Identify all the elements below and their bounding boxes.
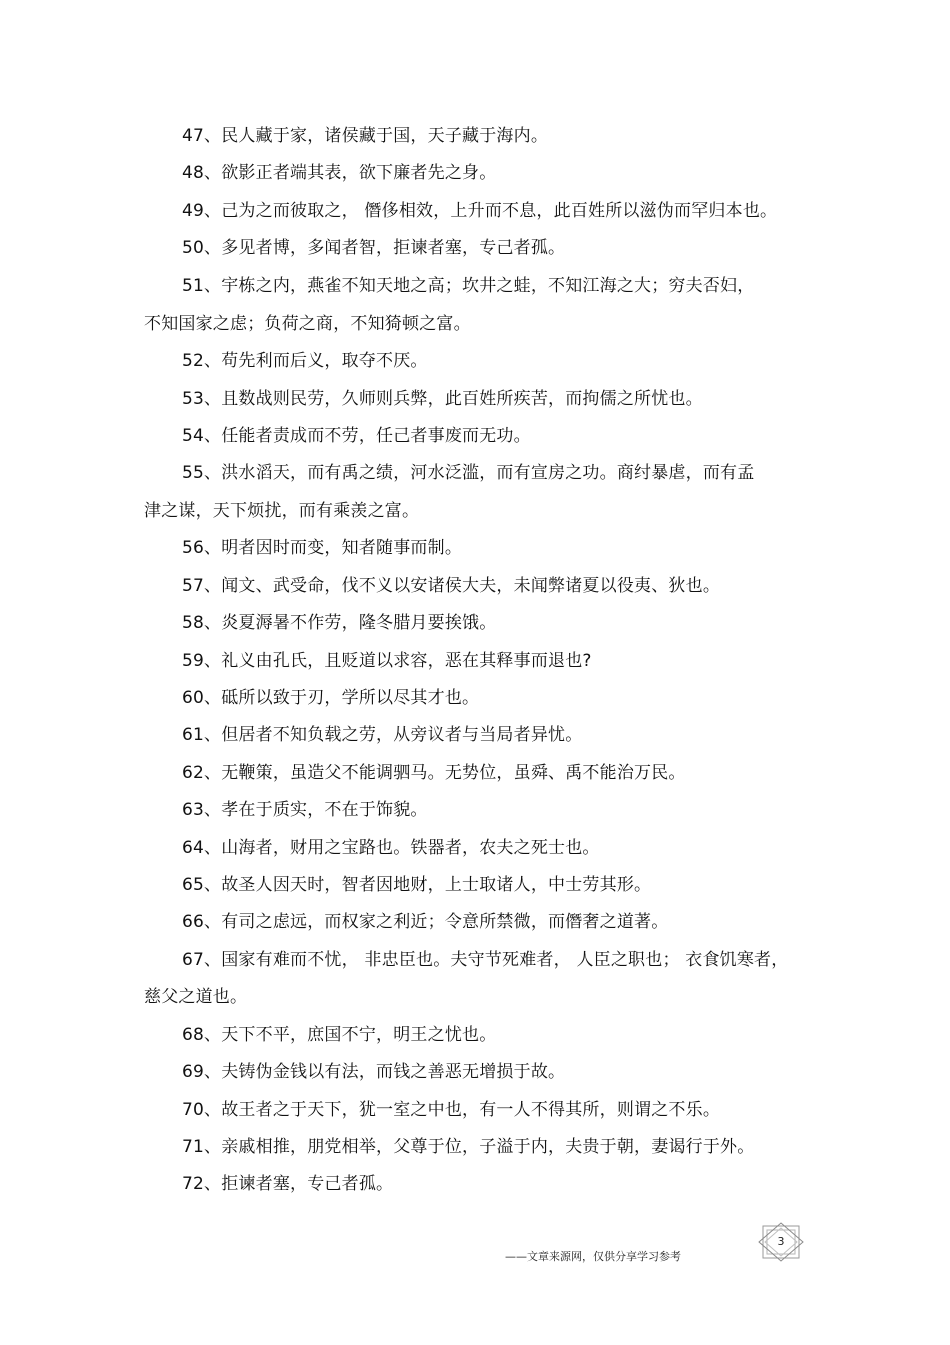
text-line: 61、但居者不知负载之劳，从旁议者与当局者异忧。 xyxy=(182,725,583,745)
footer-source-text: ——文章来源网，仅供分享学习参考 xyxy=(505,1250,681,1263)
text-line: 47、民人藏于家，诸侯藏于国，天子藏于海内。 xyxy=(182,126,549,146)
text-line: 67、国家有难而不忧， 非忠臣也。夫守节死难者， 人臣之职也； 衣食饥寒者， xyxy=(182,950,789,970)
text-line: 54、任能者责成而不劳，任己者事废而无功。 xyxy=(182,426,531,446)
text-line: 60、砥所以致于刃，学所以尽其才也。 xyxy=(182,688,480,708)
text-line: 51、宇栋之内，燕雀不知天地之高；坎井之蛙，不知江海之大；穷夫否妇， xyxy=(182,276,755,296)
text-line: 53、且数战则民劳，久师则兵弊，此百姓所疾苦，而拘儒之所忧也。 xyxy=(182,389,703,409)
text-line: 66、有司之虑远，而权家之利近；令意所禁微，而僭奢之道著。 xyxy=(182,912,669,932)
text-line: 68、天下不平，庶国不宁，明王之忧也。 xyxy=(182,1025,497,1045)
text-line: 72、拒谏者塞，专己者孤。 xyxy=(182,1174,394,1194)
page-number: 3 xyxy=(777,1235,785,1248)
text-line: 津之谋，天下烦扰，而有乘羡之富。 xyxy=(144,501,420,521)
text-line: 65、故圣人因天时，智者因地财，上士取诸人，中士劳其形。 xyxy=(182,875,652,895)
page-number-badge xyxy=(757,1222,805,1262)
text-line: 58、炎夏溽暑不作劳，隆冬腊月要挨饿。 xyxy=(182,613,497,633)
text-line: 不知国家之虑；负荷之商，不知猗顿之富。 xyxy=(144,314,471,334)
text-line: 50、多见者博，多闻者智，拒谏者塞，专己者孤。 xyxy=(182,238,566,258)
text-line: 69、夫铸伪金钱以有法，而钱之善恶无增损于故。 xyxy=(182,1062,566,1082)
text-line: 56、明者因时而变，知者随事而制。 xyxy=(182,538,463,558)
text-line: 49、己为之而彼取之， 僭侈相效，上升而不息，此百姓所以滋伪而罕归本也。 xyxy=(182,201,778,221)
text-line: 57、闻文、武受命，伐不义以安诸侯大夫，未闻弊诸夏以役夷、狄也。 xyxy=(182,576,721,596)
text-line: 63、孝在于质实，不在于饰貌。 xyxy=(182,800,428,820)
text-line: 70、故王者之于天下，犹一室之中也，有一人不得其所，则谓之不乐。 xyxy=(182,1100,721,1120)
text-line: 71、亲戚相推，朋党相举，父尊于位，子溢于内，夫贵于朝，妻谒行于外。 xyxy=(182,1137,755,1157)
text-line: 62、无鞭策，虽造父不能调驷马。无势位，虽舜、禹不能治万民。 xyxy=(182,763,686,783)
text-line: 慈父之道也。 xyxy=(144,987,248,1007)
text-line: 55、洪水滔天，而有禹之绩，河水泛滥，而有宣房之功。商纣暴虐，而有孟 xyxy=(182,463,755,483)
text-line: 64、山海者，财用之宝路也。铁器者，农夫之死士也。 xyxy=(182,838,600,858)
text-line: 52、苟先利而后义，取夺不厌。 xyxy=(182,351,428,371)
text-line: 59、礼义由孔氏，且贬道以求容，恶在其释事而退也? xyxy=(182,651,592,671)
text-line: 48、欲影正者端其表，欲下廉者先之身。 xyxy=(182,163,497,183)
